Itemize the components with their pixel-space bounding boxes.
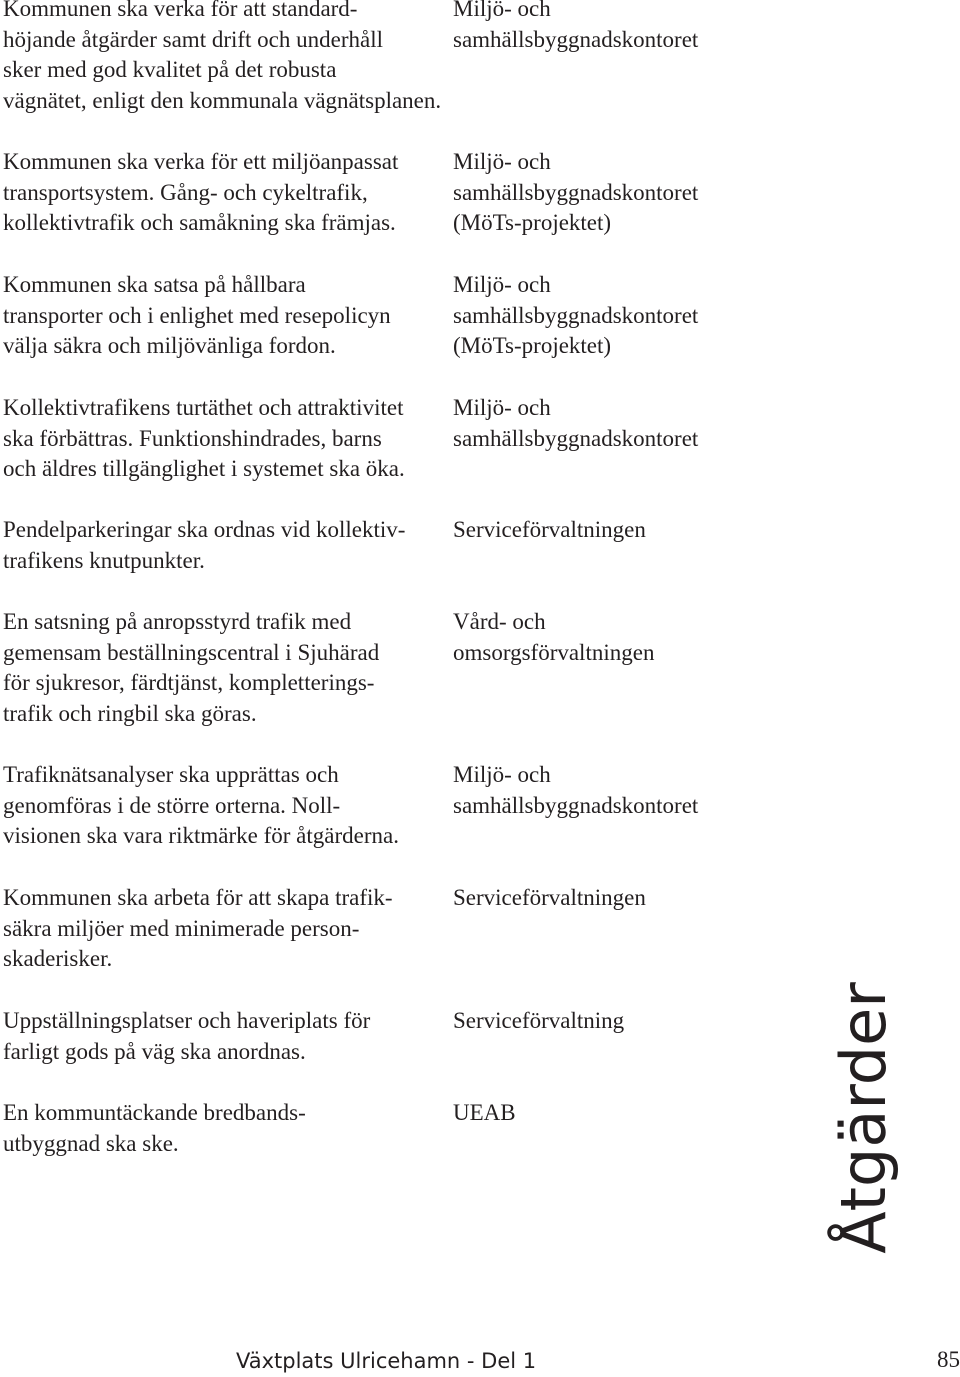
responsible-office: UEAB: [453, 1100, 516, 1125]
page-number: 85: [937, 1347, 960, 1372]
responsible-office: Vård- och omsorgsförvaltningen: [453, 609, 655, 665]
responsible-office: Serviceförvaltningen: [453, 885, 646, 910]
action-text: Kommunen ska verka för ett miljöanpassat transportsystem. Gång- och cykeltrafik, kollektivtrafik och samåkning ska främjas.: [3, 149, 399, 236]
section-side-title: [822, 980, 906, 1256]
section-side-title-text: Åtgärder: [827, 982, 900, 1254]
responsible-office: Miljö- och samhällsbyggnadskontoret: [453, 0, 699, 52]
action-text: Kollektivtrafikens turtäthet och attraktivitet ska förbättras. Funktionshindrades, barns och äldres tillgänglighet i systemet ska öka.: [3, 395, 405, 482]
responsible-office: Serviceförvaltningen: [453, 517, 646, 542]
responsible-office: Serviceförvaltning: [453, 1008, 625, 1033]
action-text: Uppställningsplatser och haveriplats för farligt gods på väg ska anordnas.: [3, 1008, 371, 1064]
action-text: Pendelparkeringar ska ordnas vid kollektiv- trafikens knutpunkter.: [3, 517, 406, 573]
responsible-office: Miljö- och samhällsbyggnadskontoret: [453, 395, 699, 451]
responsible-office: Miljö- och samhällsbyggnadskontoret (MöTs-projektet): [453, 272, 699, 359]
responsible-office: Miljö- och samhällsbyggnadskontoret: [453, 762, 699, 818]
action-text: En kommuntäckande bredbands- utbyggnad ska ske.: [3, 1100, 306, 1156]
action-text: Kommunen ska satsa på hållbara transporter och i enlighet med resepolicyn välja säkra och miljövänliga fordon.: [3, 272, 391, 359]
footer-title: Växtplats Ulricehamn - Del 1: [236, 1349, 537, 1373]
action-text: Kommunen ska verka för att standard- höjande åtgärder samt drift och underhåll sker med god kvalitet på det robusta vägnätet, enligt den kommunala vägnätsplanen.: [3, 0, 442, 114]
action-text: Kommunen ska arbeta för att skapa trafik- säkra miljöer med minimerade person- skaderisker.: [3, 885, 393, 972]
action-text: Trafiknätsanalyser ska upprättas och genomföras i de större orterna. Noll- visionen ska vara riktmärke för åtgärderna.: [3, 762, 399, 849]
responsible-office: Miljö- och samhällsbyggnadskontoret (MöTs-projektet): [453, 149, 699, 236]
action-text: En satsning på anropsstyrd trafik med gemensam beställningscentral i Sjuhärad för sjukresor, färdtjänst, kompletterings- trafik och ringbil ska göras.: [3, 609, 380, 727]
